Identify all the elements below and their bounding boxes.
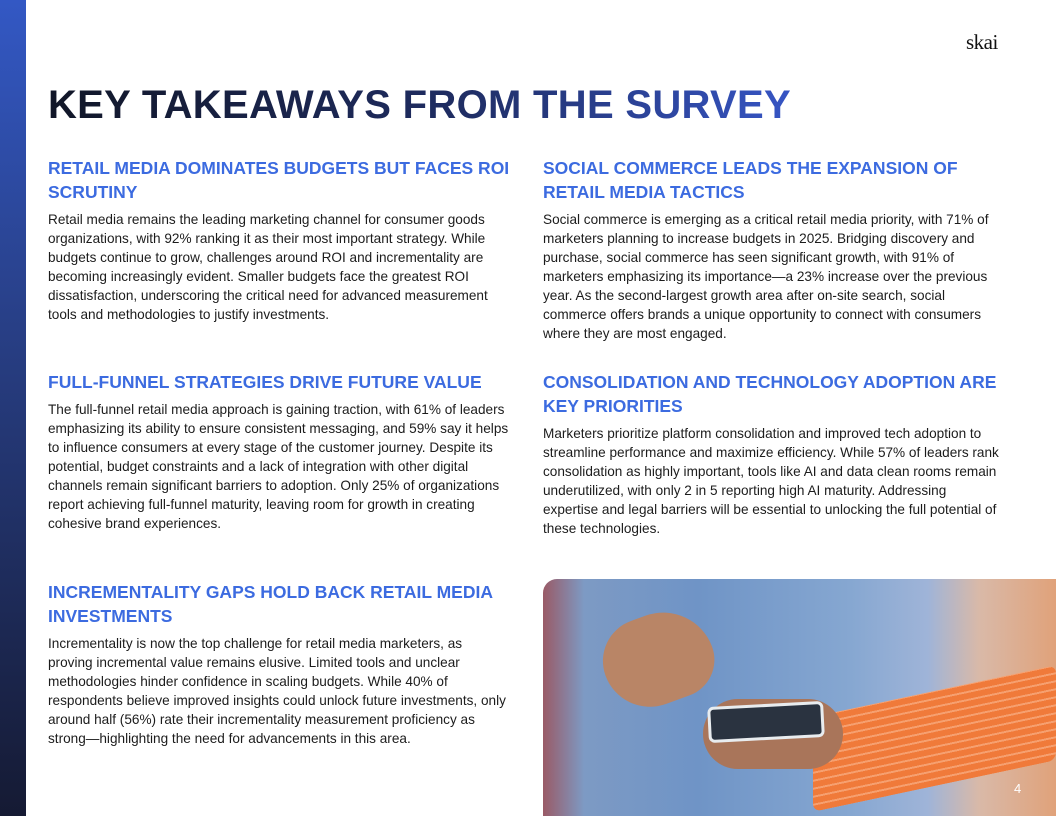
page-title: KEY TAKEAWAYS FROM THE SURVEY <box>48 83 791 127</box>
section-retail-media <box>48 156 510 324</box>
section-body: Retail media remains the leading marketing channel for consumer goods organizations, with 92% ranking it as their most important strategy. While budgets continue to grow, challenges around ROI and incrementality are becoming increasingly evident. Smaller budgets face the greatest ROI dissatisfaction, underscoring the critical need for advanced measurement tools and methodologies to justify investments. <box>48 212 488 322</box>
section-full-funnel <box>48 370 510 533</box>
page-number: 4 <box>1014 781 1022 796</box>
hand-shape <box>591 598 725 720</box>
shopper-phone-photo <box>543 579 1056 816</box>
section-heading: CONSOLIDATION AND TECHNOLOGY ADOPTION ARE KEY PRIORITIES <box>543 372 997 416</box>
smartphone-shape <box>707 701 825 743</box>
section-heading: RETAIL MEDIA DOMINATES BUDGETS BUT FACES ROI SCRUTINY <box>48 158 510 202</box>
section-consolidation <box>543 370 1005 538</box>
section-heading: INCREMENTALITY GAPS HOLD BACK RETAIL MEDIA INVESTMENTS <box>48 582 493 626</box>
sidebar-accent-bar <box>0 0 26 816</box>
section-body: Social commerce is emerging as a critical retail media priority, with 71% of marketers planning to increase budgets in 2025. Bridging discovery and purchase, social commerce has seen significant growth, with 91% of marketers emphasizing its importance—a 23% increase over the previous year. As the second-largest growth area after on-site search, social commerce offers brands a unique opportunity to connect with consumers where they are most engaged. <box>543 212 989 341</box>
skai-logo: skai <box>966 30 998 54</box>
section-body: Incrementality is now the top challenge for retail media marketers, as proving incremental value remains elusive. Limited tools and unclear methodologies hinder confidence in scaling budgets. While 40% of respondents believe improved insights could unlock future investments, only around half (56%) rate their incrementality measurement proficiency as strong—highlighting the need for advancements in this area. <box>48 636 506 746</box>
section-body: The full-funnel retail media approach is gaining traction, with 61% of leaders emphasizing its ability to ensure consistent messaging, and 59% say it helps to influence consumers at every stage of the customer journey. Despite its potential, budget constraints and a lack of integration with other digital channels remain significant barriers to adoption. Only 25% of organizations report achieving full-funnel maturity, leaving room for growth in creating cohesive brand experiences. <box>48 402 509 531</box>
section-incrementality <box>48 580 510 748</box>
section-social-commerce <box>543 156 1005 343</box>
section-heading: SOCIAL COMMERCE LEADS THE EXPANSION OF RETAIL MEDIA TACTICS <box>543 158 958 202</box>
section-body: Marketers prioritize platform consolidation and improved tech adoption to streamline performance and maximize efficiency. While 57% of leaders rank consolidation as highly important, tools like AI and data clean rooms remain underutilized, with only 2 in 5 reporting high AI maturity. Addressing expertise and legal barriers will be essential to unlocking the full potential of these technologies. <box>543 426 999 536</box>
section-heading: FULL-FUNNEL STRATEGIES DRIVE FUTURE VALUE <box>48 372 482 392</box>
